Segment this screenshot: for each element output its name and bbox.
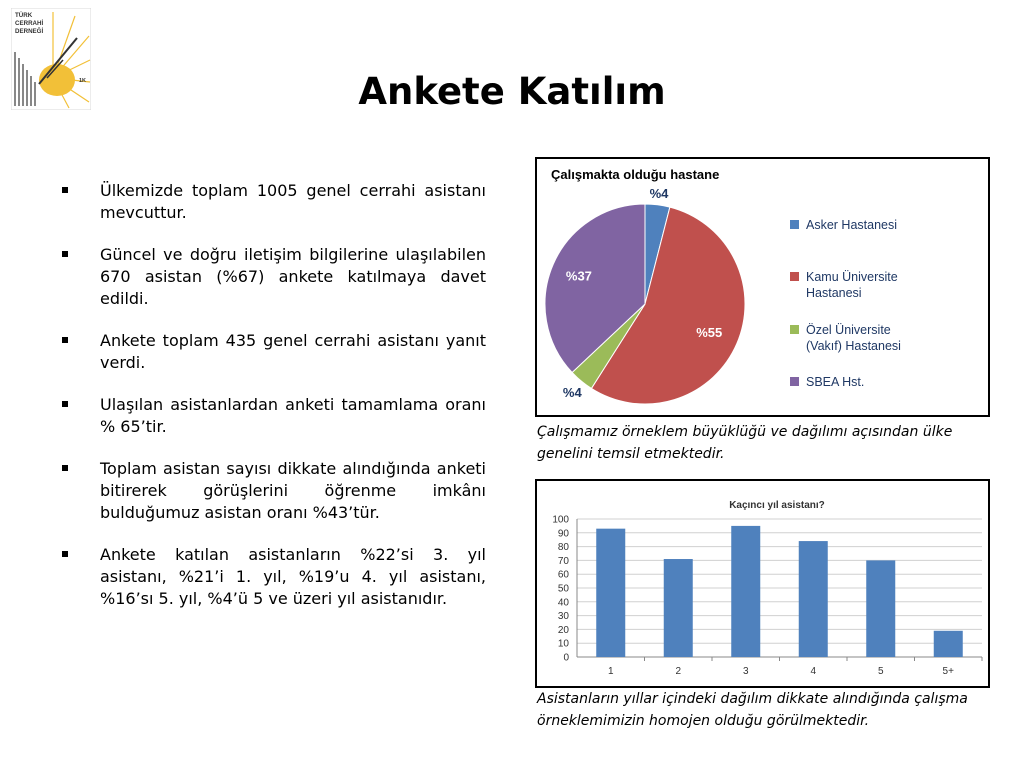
y-tick-label: 30 xyxy=(557,611,569,623)
pie-slice-label: %4 xyxy=(649,185,669,201)
turk-cerrahi-dernegi-logo xyxy=(11,8,91,110)
y-tick-label: 90 xyxy=(557,528,569,540)
bullet-text: Ankete toplam 435 genel cerrahi asistanı yanıt verdi. xyxy=(100,331,486,372)
y-tick-label: 40 xyxy=(557,597,569,609)
hospital-pie-chart xyxy=(535,157,990,417)
pie-chart-svg xyxy=(537,159,988,415)
bar-chart-svg xyxy=(537,481,988,686)
x-tick-label: 3 xyxy=(742,666,749,677)
pie-chart-caption: Çalışmamız örneklem büyüklüğü ve dağılımı açısından ülke genelini temsil etmektedir. xyxy=(537,424,953,462)
bar xyxy=(731,526,760,657)
bar xyxy=(596,529,625,657)
slide-title: Ankete Katılım xyxy=(358,70,666,113)
legend-swatch xyxy=(790,272,799,281)
y-tick-label: 60 xyxy=(557,569,569,581)
x-tick-label: 5+ xyxy=(942,666,954,677)
bullet-item xyxy=(60,544,486,610)
y-tick-label: 20 xyxy=(557,624,569,636)
legend-swatch xyxy=(790,377,799,386)
bar xyxy=(799,541,828,657)
legend-swatch xyxy=(790,220,799,229)
pie-slice-label: %55 xyxy=(696,324,723,340)
bullet-item xyxy=(60,180,486,224)
bar xyxy=(934,631,963,657)
bullet-text: Ankete katılan asistanların %22’si 3. yıl asistanı, %21’i 1. yıl, %19’u 4. yıl asistanı, %16’sı 5. yıl, %4’ü 5 ve üzeri yıl asistanıdır. xyxy=(100,545,486,608)
square-bullet-icon xyxy=(62,187,68,193)
bullet-item xyxy=(60,394,486,438)
legend-swatch xyxy=(790,325,799,334)
bullet-list xyxy=(60,180,486,630)
bar xyxy=(866,560,895,657)
pie-chart-title: Çalışmakta olduğu hastane xyxy=(551,167,720,182)
square-bullet-icon xyxy=(62,551,68,557)
bullet-item xyxy=(60,330,486,374)
bullet-text: Toplam asistan sayısı dikkate alındığında anketi bitirerek görüşlerini öğrenme imkânı bulduğumuz asistan oranı %43’tür. xyxy=(100,459,486,522)
legend-label: Hastanesi xyxy=(806,286,862,300)
bullet-text: Ülkemizde toplam 1005 genel cerrahi asistanı mevcuttur. xyxy=(100,181,486,222)
x-tick-label: 1 xyxy=(607,666,614,677)
bullet-text: Ulaşılan asistanlardan anketi tamamlama oranı % 65’tir. xyxy=(100,395,486,436)
square-bullet-icon xyxy=(62,401,68,407)
y-tick-label: 10 xyxy=(557,638,569,650)
bullet-text: Güncel ve doğru iletişim bilgilerine ulaşılabilen 670 asistan (%67) ankete katılmaya davet edildi. xyxy=(100,245,486,308)
bullet-item xyxy=(60,458,486,524)
resident-year-bar-chart xyxy=(535,479,990,688)
x-tick-label: 4 xyxy=(810,666,817,677)
logo-line-3: DERNEĞİ xyxy=(15,28,44,35)
legend-label: Asker Hastanesi xyxy=(806,218,898,232)
bar xyxy=(664,559,693,657)
legend-label: Kamu Üniversite xyxy=(806,270,898,284)
legend-label: (Vakıf) Hastanesi xyxy=(806,339,901,353)
y-tick-label: 50 xyxy=(557,583,569,595)
square-bullet-icon xyxy=(62,337,68,343)
y-tick-label: 70 xyxy=(557,555,569,567)
bar-chart-caption: Asistanların yıllar içindeki dağılım dikkate alındığında çalışma örneklemimizin homojen olduğu görülmektedir. xyxy=(537,691,968,729)
square-bullet-icon xyxy=(62,251,68,257)
legend-label: SBEA Hst. xyxy=(806,375,865,389)
y-tick-label: 100 xyxy=(552,514,569,526)
logo-line-2: CERRAHİ xyxy=(15,20,44,27)
pie-slice-label: %37 xyxy=(565,268,592,284)
legend-label: Özel Üniversite xyxy=(806,323,891,337)
bar-chart-title: Kaçıncı yıl asistanı? xyxy=(729,500,825,511)
pie-slice-label: %4 xyxy=(562,384,582,400)
bullet-item xyxy=(60,244,486,310)
y-tick-label: 0 xyxy=(563,652,569,664)
x-tick-label: 5 xyxy=(877,666,884,677)
square-bullet-icon xyxy=(62,465,68,471)
logo-line-1: TÜRK xyxy=(15,12,33,19)
x-tick-label: 2 xyxy=(675,666,682,677)
y-tick-label: 80 xyxy=(557,542,569,554)
logo-suffix: 1K xyxy=(79,78,87,84)
